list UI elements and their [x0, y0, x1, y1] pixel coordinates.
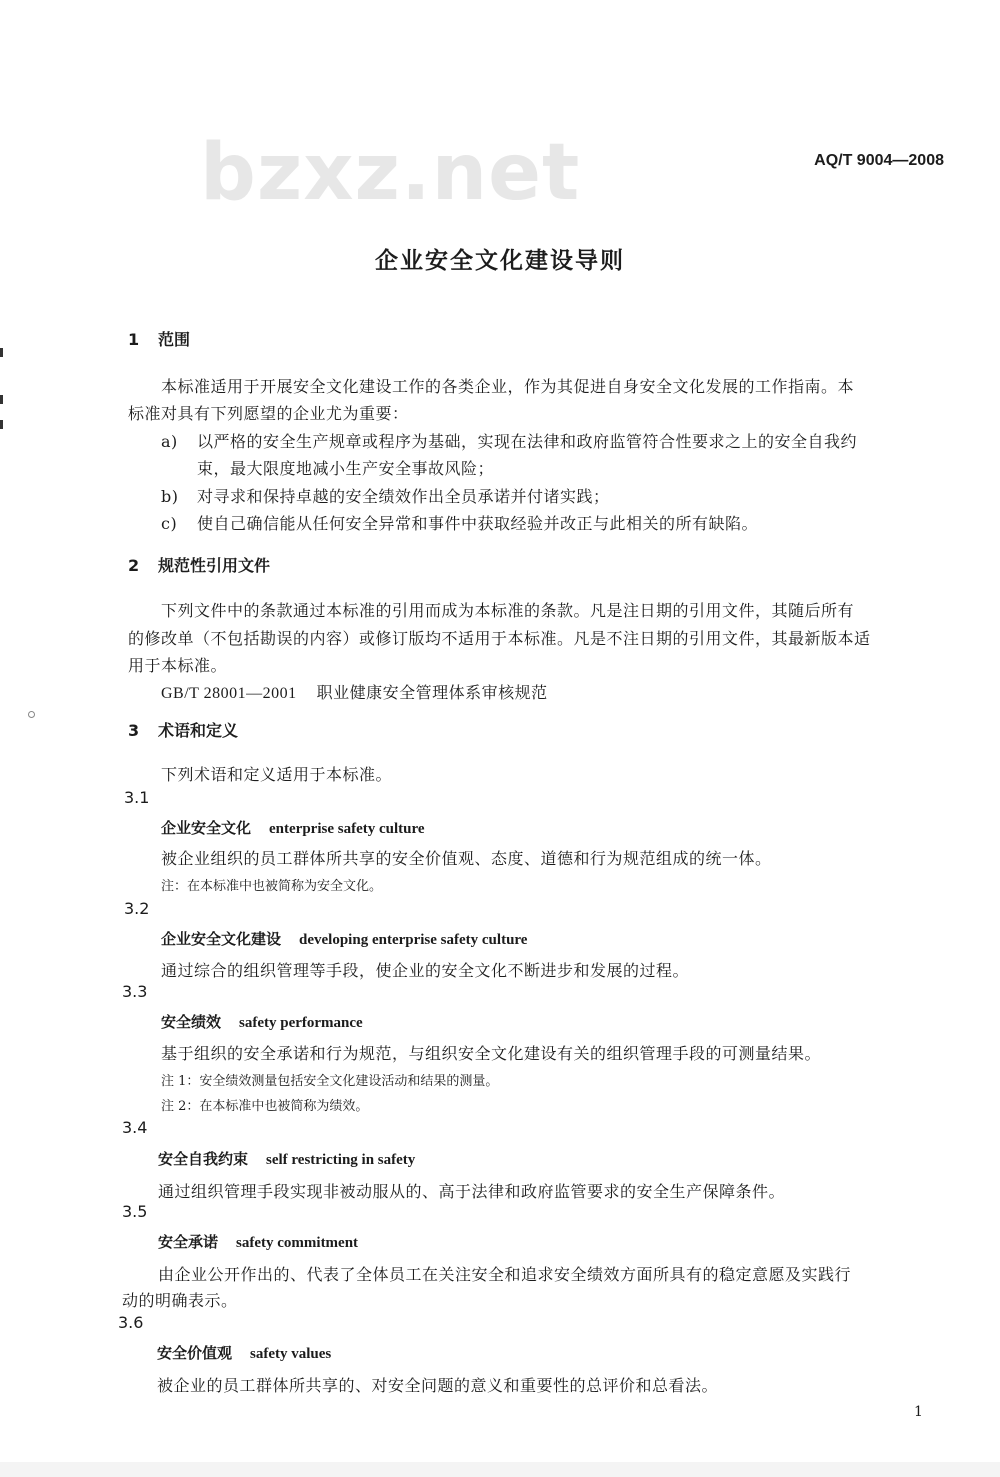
- section-title: 术语和定义: [158, 721, 239, 740]
- term-en: developing enterprise safety culture: [299, 932, 528, 948]
- term-entry: [161, 817, 425, 838]
- term-definition: 被企业组织的员工群体所共享的安全价值观、态度、道德和行为规范组成的统一体。: [161, 849, 772, 868]
- term-zh: 企业安全文化: [161, 819, 252, 837]
- reference-code: GB/T 28001—2001: [161, 685, 297, 702]
- term-en: safety performance: [239, 1015, 363, 1031]
- term-zh: 安全自我约束: [158, 1150, 249, 1168]
- paragraph-line: 的修改单（不包括勘误的内容）或修订版均不适用于本标准。凡是不注日期的引用文件，其最新版本适: [128, 629, 871, 648]
- list-item-text: 以严格的安全生产规章或程序为基础，实现在法律和政府监管符合性要求之上的安全自我约: [197, 432, 858, 451]
- term-definition: 通过综合的组织管理等手段，使企业的安全文化不断进步和发展的过程。: [161, 961, 690, 980]
- term-en: safety values: [250, 1346, 332, 1362]
- paragraph-line: 本标准适用于开展安全文化建设工作的各类企业，作为其促进自身安全文化发展的工作指南。本: [161, 377, 855, 396]
- term-zh: 企业安全文化建设: [161, 930, 282, 948]
- term-en: self restricting in safety: [266, 1152, 416, 1168]
- clause-number: 3.6: [118, 1313, 144, 1332]
- term-entry: [158, 1148, 415, 1169]
- page-number: 1: [914, 1404, 924, 1420]
- term-entry: [158, 1231, 358, 1252]
- reference-entry: [161, 680, 548, 703]
- binding-mark: [0, 348, 3, 357]
- term-definition: 动的明确表示。: [122, 1291, 238, 1310]
- section-heading: [128, 718, 238, 741]
- term-en: safety commitment: [236, 1235, 359, 1251]
- section-heading: [128, 553, 270, 576]
- term-definition: 通过组织管理手段实现非被动服从的、高于法律和政府监管要求的安全生产保障条件。: [158, 1182, 786, 1201]
- term-definition: 基于组织的安全承诺和行为规范，与组织安全文化建设有关的组织管理手段的可测量结果。: [161, 1044, 822, 1063]
- scan-speck: [28, 711, 35, 718]
- list-item: [161, 511, 758, 534]
- term-definition: 被企业的员工群体所共享的、对安全问题的意义和重要性的总评价和总看法。: [157, 1376, 719, 1395]
- clause-number: 3.1: [124, 788, 150, 807]
- clause-number: 3.2: [124, 899, 150, 918]
- paragraph-line: 下列术语和定义适用于本标准。: [161, 765, 393, 784]
- term-entry: [157, 1342, 331, 1363]
- list-marker: c): [161, 514, 178, 533]
- section-title: 范围: [158, 330, 191, 349]
- watermark: bzxz.net: [200, 128, 581, 218]
- section-number: 3: [128, 721, 140, 740]
- clause-number: 3.4: [122, 1118, 148, 1137]
- term-zh: 安全价值观: [157, 1344, 233, 1362]
- list-item: [161, 429, 857, 452]
- list-item: [161, 484, 610, 507]
- clause-number: 3.5: [122, 1202, 148, 1221]
- section-title: 规范性引用文件: [158, 556, 271, 575]
- list-marker: a): [161, 432, 178, 451]
- term-note: 注 2：在本标准中也被简称为绩效。: [161, 1099, 369, 1114]
- reference-title: 职业健康安全管理体系审核规范: [316, 683, 548, 702]
- paragraph-line: 用于本标准。: [128, 656, 228, 675]
- term-entry: [161, 1011, 363, 1032]
- term-zh: 安全绩效: [161, 1013, 222, 1031]
- list-item-continuation: 束，最大限度地减小生产安全事故风险；: [197, 459, 495, 478]
- section-number: 1: [128, 330, 140, 349]
- term-note: 注 1：安全绩效测量包括安全文化建设活动和结果的测量。: [161, 1074, 499, 1089]
- page-title: 企业安全文化建设导则: [375, 248, 625, 274]
- clause-number: 3.3: [122, 982, 148, 1001]
- bottom-edge: [0, 1462, 1000, 1477]
- section-heading: [128, 327, 190, 350]
- term-definition: 由企业公开作出的、代表了全体员工在关注安全和追求安全绩效方面所具有的稳定意愿及实践行: [158, 1265, 852, 1284]
- term-en: enterprise safety culture: [269, 821, 425, 837]
- term-zh: 安全承诺: [158, 1233, 219, 1251]
- section-number: 2: [128, 556, 140, 575]
- binding-mark: [0, 395, 3, 404]
- term-entry: [161, 928, 527, 949]
- paragraph-line: 标准对具有下列愿望的企业尤为重要：: [128, 404, 409, 423]
- standard-code: AQ/T 9004—2008: [814, 152, 944, 169]
- term-note: 注：在本标准中也被简称为安全文化。: [161, 879, 383, 894]
- list-marker: b): [161, 487, 179, 506]
- list-item-text: 对寻求和保持卓越的安全绩效作出全员承诺并付诸实践；: [197, 487, 610, 506]
- list-item-text: 使自己确信能从任何安全异常和事件中获取经验并改正与此相关的所有缺陷。: [197, 514, 759, 533]
- binding-mark: [0, 420, 3, 429]
- paragraph-line: 下列文件中的条款通过本标准的引用而成为本标准的条款。凡是注日期的引用文件，其随后所有: [161, 601, 855, 620]
